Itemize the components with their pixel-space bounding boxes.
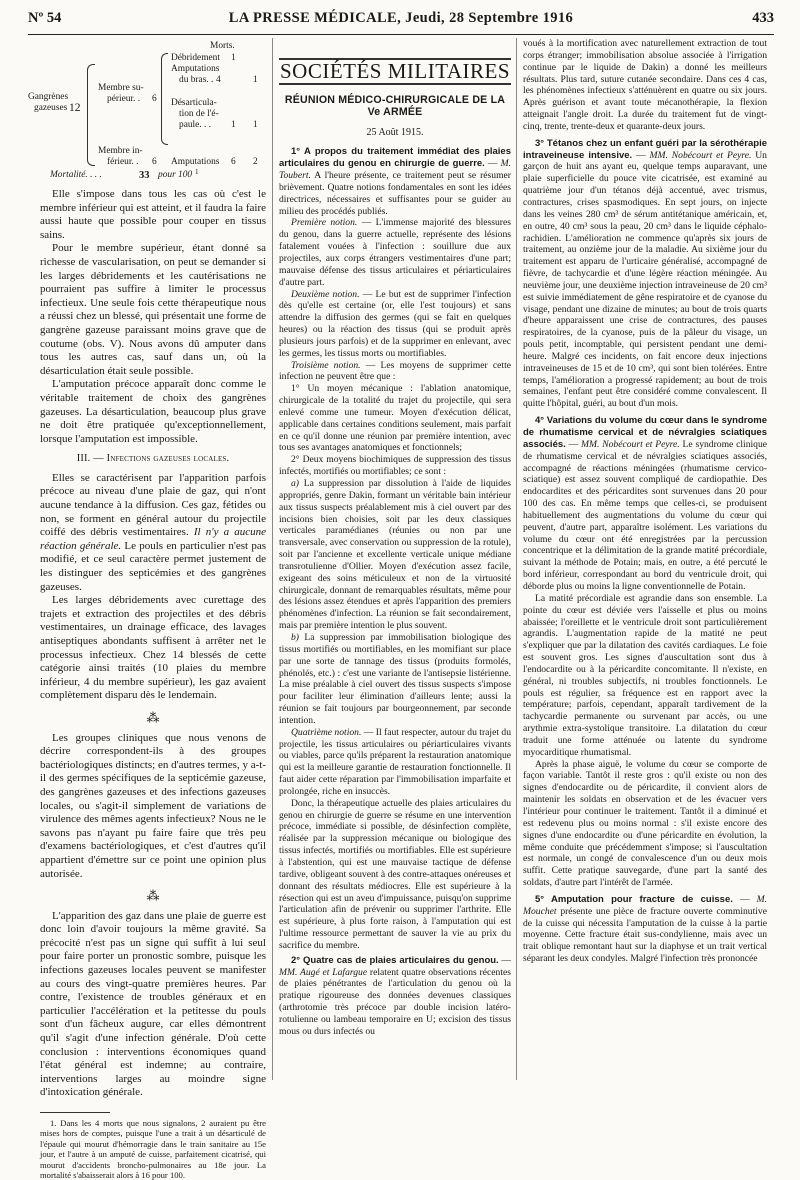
amputations-label: Amputations [171, 64, 220, 74]
means-2a: a) La suppression par dissolution à l'aide de liquides appropriés, genre Dakin, formant un véritable bain intérieur aux tissus suspects préalablement mis à ciel ouvert par des incisions bien choisies, soit par les deux classiques verticales paramédianes (réunies ou non par une transversale, avec conservation ou suppression de la rotule), soit par l'ancienne et excellente verticale unique médiane transrotulienne d'Ollier. Moyen d'exécution assez facile, exigeant des soins méticuleux et non de la virtuosité chirurgicale, donnant de remarquables résultats, même pour des lésions assez étendues et après l'apparition des premiers phénomènes d'infection. La réunion se fait secondairement, mais par première intention le plus souvent. [279, 478, 512, 632]
footnote-rule [40, 1112, 110, 1113]
membre-inf-label-2: férieur. . [107, 157, 139, 167]
paragraph: L'apparition des gaz dans une plaie de guerre est donc loin d'avoir toujours la même gravité. Sa précocité n'est pas un signe qui suffit à lui seul pour faire porter un pronostic sombre, puisque les infections gazeuses locales peuvent se manifester au cours des vingt-quatre premières heures. Par contre, l'existence de troubles généraux et en particulier l'accélération et la petitesse du pouls sont d'un fâcheux augure, car elles démontrent qu'il s'agit d'une infection générale. D'où cette conclusion : interventions économiques quand l'état général est indemne; au contraire, interventions larges au moindre signe d'intoxication générale. [40, 909, 266, 1099]
gangrenes-label: Gangrènes [28, 92, 69, 102]
epaule-morts: 1 [253, 120, 258, 130]
asterism: ⁂ [146, 709, 160, 725]
article-1: 1° A propos du traitement immédiat des plaies articulaires du genou en chirurgie de guerre. — M. Toubert. A l'heure présente, ce traitement peut se résumer brièvement. Quatre notions fondamentales en sont les idées directrices, nécessaires et suffisantes pour se guider au milieu des procédés publiés. [279, 146, 511, 217]
du-bras-morts: 1 [253, 75, 258, 85]
gazeuses-label: gazeuses [34, 103, 68, 113]
paragraph: Elles se caractérisent par l'apparition parfois précoce au niveau d'une plaie de gaz, qui n'ont aucune tendance à la diffusion. Ces gaz, fétides ou non, se forment en général autour du projectile coiffé des débris vestimentaires. Il n'y a aucune réaction générale. Le pouls en particulier n'est pas modifié, et ce seul caractère permet justement de les distinguer des septicémies et des gangrènes gazeuses. [40, 471, 267, 593]
article-4-part-3: Après la phase aiguë, le volume du cœur se comporte de façon variable. Tantôt il reste gros : qu'il existe ou non des signes d'endocardite ou de péricardite, il convient alors de maintenir les soldats en observation et de les évacuer vers l'intérieur pour continuer le traitement. Tantôt il a diminué et est redevenu plus ou moins normal : s'il existe encore des signes d'une endocardite ou d'une péricardite en évolution, la même conduite que précédemment s'impose; si l'auscultation est normale, un congé de convalescence d'un ou deux mois suffit. Cette pratique sauvegarde, d'une part la santé des soldats, d'autre part l'intérêt de l'armée. [523, 758, 767, 889]
notion-1: Première notion. — L'immense majorité des blessures du genou, dans la guerre actuelle, représente des lésions fatalement vouées à l'infection : souillure due aux projectiles, aux corps étrangers vestimentaires d'une part; mauvaise défense des tissus articulaires et périarticulaires d'autre part. [279, 217, 511, 288]
column-rule-2 [516, 38, 517, 1080]
membre-inf-count: 6 [152, 157, 157, 167]
paragraph: Les groupes cliniques que nous venons de décrire correspondent-ils à des groupes bactériologiques distincts; en d'autres termes, y a-t-il des germes spécifiques de la septicémie gazeuse, des gangrènes gazeuses et des infections gazeuses locales, ou s'agit-il simplement de variations de virulence des mêmes agents infectieux? Nous ne le savons pas n'ayant pu faire faire que très peu d'examens bactériologiques, et c'est d'autres qu'il appartient d'émettre sur ce point une opinion plus autorisée. [40, 731, 266, 880]
desarticulation-label-3: paule. . . [179, 120, 212, 130]
paragraph: Elle s'impose dans tous les cas où c'est le membre inférieur qui est atteint, et il faudra la faire aussi haute que possible pour couper en tissus sains. [40, 188, 266, 241]
membre-sup-label: Membre su- [98, 83, 144, 93]
amputations-inf-morts: 2 [253, 157, 258, 167]
paragraph: Pour le membre supérieur, étant donné sa richesse de vascularisation, on peut se demander si les larges débridements et les cautérisations ne pourraient pas suffire à limiter le processus infectieux. Une seule fois cette thérapeutique nous a réussi chez un blessé, qui présentait une forme de gangrène gazeuse paraissant moins grave que de coutume (obs. V). Nous avons dû amputer dans tous les autres cas, sauf dans un, où la désarticulation était seule possible. [40, 242, 266, 377]
column-2 [279, 38, 511, 1038]
epaule-count: 1 [231, 120, 236, 130]
meeting-subtitle: RÉUNION MÉDICO-CHIRURGICALE DE LA Ve ARMÉE [284, 93, 506, 118]
column-1-text [40, 188, 266, 1100]
footnote-ref: 1 [195, 168, 199, 176]
journal-title: LA PRESSE MÉDICALE, Jeudi, 28 Septembre 1916 [228, 10, 574, 26]
du-bras-label: du bras. . [179, 75, 214, 85]
means-1: 1° Un moyen mécanique : l'ablation anatomique, chirurgicale de la totalité du trajet du projectile, qui sera enlevé comme une tumeur. Moyen d'exécution délicat, applicable dans certaines conditions seulement, mais parfait en ce qu'il donne une réunion par première intention, avec tous ses avantages anatomiques et fonctionnels; [279, 383, 511, 454]
column-1 [28, 38, 267, 1180]
brace-main [87, 64, 95, 166]
section-title: Infections gazeuses locales. [106, 453, 230, 465]
section-title-box: SOCIÉTÉS MILITAIRES [279, 59, 511, 83]
column-3 [523, 38, 767, 965]
notion-3: Troisième notion. — Les moyens de supprimer cette infection ne peuvent être que : [279, 359, 512, 383]
mortalite-label: Mortalité. . . . [50, 170, 102, 180]
membre-inf-label: Membre in- [98, 146, 143, 156]
header-rule [28, 34, 774, 35]
membre-sup-label-2: périeur. . [107, 94, 141, 104]
statistics-table [28, 38, 266, 188]
footnote-text: 1. Dans les 4 morts que nous signalons, 2 auraient pu être mises hors de comptes, puisque l'une a trait à un désarticulé de l'épaule qui mourut d'hémorragie dans le train sanitaire au 15e jour, et l'autre à un amputé de cuisse, parfaitement cicatrisé, qui mourut d'accidents broncho-pulmonaires au 18e jour. La mortalité s'abaisserait alors à 16 pour 100. [40, 1118, 266, 1180]
meeting-date: 25 Août 1915. [366, 126, 424, 138]
page-number: 433 [752, 10, 774, 26]
brace-sup [161, 53, 168, 145]
notion-4: Quatrième notion. — Il faut respecter, autour du trajet du projectile, les tissus articulaires ou périarticulaires vivants ou viables, parce qu'ils préparent la restauration anatomique qui est la meilleure garantie de restauration fonctionnelle. Il faut aider cette réparation par l'immobilisation imparfaite et prolongée, riche en insuccès. [279, 726, 511, 797]
mortalite-unit: pour 100 [158, 170, 193, 180]
means-2: 2° Deux moyens biochimiques de suppression des tissus infectés, mortifiés ou mortifiables; ce sont : [279, 454, 511, 478]
article-2-continued: voués à la mortification avec naturellement extraction de tout corps étranger; immobilisation absolue associée à l'irrigation continue par le liquide de Dakin) a donné les meilleurs résultats. Plus tard, suture cutanée secondaire. Dans ces 4 cas, les phénomènes infectieux s'atténuèrent en quatre ou six jours. Après guérison et avant toute mécanothérapie, la flexion atteignait l'angle droit. La durée du traitement fut de vingt-cinq, trente, trente-deux et quarante-deux jours. [523, 38, 767, 132]
debridement-morts: 1 [231, 53, 236, 63]
amputations-inf-label: Amputations [171, 157, 220, 167]
desarticulation-label-2: tion de l'é- [179, 109, 219, 119]
total-count: 12 [69, 102, 81, 114]
section-number: III. — [76, 453, 104, 465]
article-4: 4° Variations du volume du cœur dans le syndrome de rhumatisme cervical et de névralgies sciatiques associés. — MM. Nobécourt et Peyre. Le syndrome clinique de rhumatisme cervical et de névralgies sciatiques associés, accompagné de réactions méningées (rhumatisme cervico-sciatique) est assez souvent compliqué de cardiopathie. Des endocardites et des péricardites sont survenues dans 20 pour 100 des cas. En même temps que celles-ci, se produisent habituellement des augmentations du volume du cœur qui peuvent, d'autre part, apparaître isolément. Les variations du volume du cœur ont été enregistrées par la percussion concentrique et la délimitation de la grande matité précordiale, suivant la méthode de Potain; mais, en outre, a été percuté le bord inférieur, correspondant au bord du ventricule droit, qui déborde plus ou moins la ligne conventionnelle de Potain. [523, 415, 768, 592]
page-header [28, 2, 774, 32]
membre-sup-count: 6 [152, 94, 157, 104]
issue-number: Nº 54 [28, 10, 62, 26]
section-heading [40, 452, 266, 466]
paragraph: L'amputation précoce apparaît donc comme le véritable traitement de choix des gangrènes gazeuses. La désarticulation, beaucoup plus grave ne doit être pratiquée qu'exceptionnellement, lorsque l'amputation est impossible. [40, 378, 266, 445]
article-5: 5° Amputation pour fracture de cuisse. — M. Mouchet présente une pièce de fracture ouverte comminutive de la cuisse qui nécessita l'amputation de la cuisse à la partie moyenne. Cette fracture était sus-condylienne, mais avec un trait oblique remontant haut sur la diaphyse et un trait vertical séparant les deux condyles. Malgré l'infection très prononcée [523, 893, 768, 965]
paragraph: Les larges débridements avec curettage des trajets et extraction des projectiles et des débris vestimentaires, un drainage efficace, des lavages antiseptiques abondants suffisent à arrêter net le processus infectieux. Chez 14 blessés de cette catégorie ainsi traités (10 plaies du membre inférieur, 4 du membre supérieur), les gaz avaient complètement disparu dès le lendemain. [40, 594, 266, 702]
article-2: 2° Quatre cas de plaies articulaires du genou. — MM. Augé et Lafargue relatent quatre observations récentes de plaies pénétrantes de l'articulation du genou où la pratique rigoureuse des données devenues classiques (arthrotomie très précoce par double incision latéro-rotulienne ou lambeau temporaire en U; excision des tissus mous ou durs infectés ou [279, 954, 511, 1037]
conclusion: Donc, la thérapeutique actuelle des plaies articulaires du genou en chirurgie de guerre se résume en une intervention précoce, immédiate si possible, de désinfection complète, réalisée par la suppression mécanique ou biologique des tissus infectés, mortifiés ou mortifiables. Elle est supérieure à l'abstention, qui est une mauvaise tactique de défense tardive, obligeant souvent à des contre-attaques onéreuses et donnant des résultats médiocres. Elle est supérieure à la résection qui est un aveu d'impuissance, puisqu'on supprime l'articulation afin de prévenir ou supprimer l'arthrite. Elle est supérieure, à plus forte raison, à l'amputation qui est l'ultime ressource permettant de sauver la vie au prix du sacrifice du membre. [279, 797, 511, 951]
desarticulation-label: Désarticula- [171, 98, 217, 108]
debridement-label: Débridement [171, 53, 220, 63]
asterism: ⁂ [146, 888, 160, 904]
amputations-inf-count: 6 [231, 157, 236, 167]
notion-2: Deuxième notion. — Le but est de supprimer l'infection dès qu'elle est certaine (or, elle l'est toujours) et sans attendre la diffusion des germes (qui se fait en quelques heures) ou la réaction des tissus (qui se produit après plusieurs jours parfois) et de la supprimer en enlevant, avec les germes, les tissus morts ou mortifiables. [279, 288, 512, 359]
article-4-part-2: La matité précordiale est agrandie dans son ensemble. La pointe du cœur est déviée vers l'aisselle et plus ou moins abaissée; l'oreillette et le ventricule droit sont particulièrement agrandis. L'augmentation rapide de la matité ne peut s'expliquer que par la dilatation des cavités cardiaques. Le foie est souvent gros. Les signes d'auscultation sont dus à l'endocardite ou à la péricardite concomitante. Il n'existe, en général, ni troubles subjectifs, ni troubles fonctionnels. Le pouls est régulier, sa fréquence est en rapport avec la température; parfois, cependant, apparaît tardivement de la tachycardie permanente ou survenant par accès, ou une arythmie extra-systolique transitoire. La dilatation du cœur traduit une forme atténuée ou latente du syndrome myocarditique rhumatismal. [523, 592, 767, 758]
morts-label: Morts. [210, 41, 235, 51]
column-rule-1 [272, 38, 273, 1080]
means-2b: b) La suppression par immobilisation biologique des tissus mortifiés ou mortifiables, en les momifiant sur place par une sorte de tannage des tissus (produits formolés, phénolés, etc.) : c'est une variante de l'antisepsie listérienne. La mise préalable à ciel ouvert des tissus suspects s'impose pour faciliter leur élimination d'ailleurs lente; aussi la réunion se fait toujours par bourgeonnement, par seconde intention. [279, 631, 511, 726]
du-bras-count: 4 [216, 75, 221, 85]
footnote [40, 1118, 266, 1180]
mortalite-value: 33 [139, 170, 150, 181]
article-3: 3° Tétanos chez un enfant guéri par la sérothérapie intraveineuse intensive. — MM. Nobécourt et Peyre. Un garçon de huit ans ayant eu, quelque temps auparavant, une plaie superficielle du pouce vite cicatrisée, est examiné au quatrième jour d'un tétanos déjà accentué, avec trismus, contractures, crises spasmodiques. En sept jours, on injecte dans les veines 280 cm³ de sérum antitétanique américain, et, en outre, 40 cm³ sous la peau, 20 cm³ dans le liquide céphalo-rachidien. L'amélioration ne commence qu'après six jours de traitement, au onzième jour de la maladie. Au sixième jour du traitement est apparu de l'urticaire généralisé, accompagné de fièvre, de tachycardie et d'une légère réaction méningée. Au neuvième jour, une deuxième injection intraveineuse de 20 cm³ est suivie immédiatement de gêne respiratoire et de cyanose du visage, pendant une dizaine de minutes; au bout de trois quarts d'heure apparaissent une crise de contractures, des pauses respiratoires, de la cyanose, puis de la pâleur du visage, un pouls petit, incomptable, qui persistent pendant une demi-heure. Malgré ces incidents, on fait encore deux injections intraveineuses de 15 et de 10 cm³, qui sont bien tolérées. Entre temps, l'amélioration a progressé rapidement; au bout de trois semaines, l'enfant peut être considéré comme convalescent. Il quitte l'hôpital, guéri, au bout d'un mois. [523, 137, 767, 410]
